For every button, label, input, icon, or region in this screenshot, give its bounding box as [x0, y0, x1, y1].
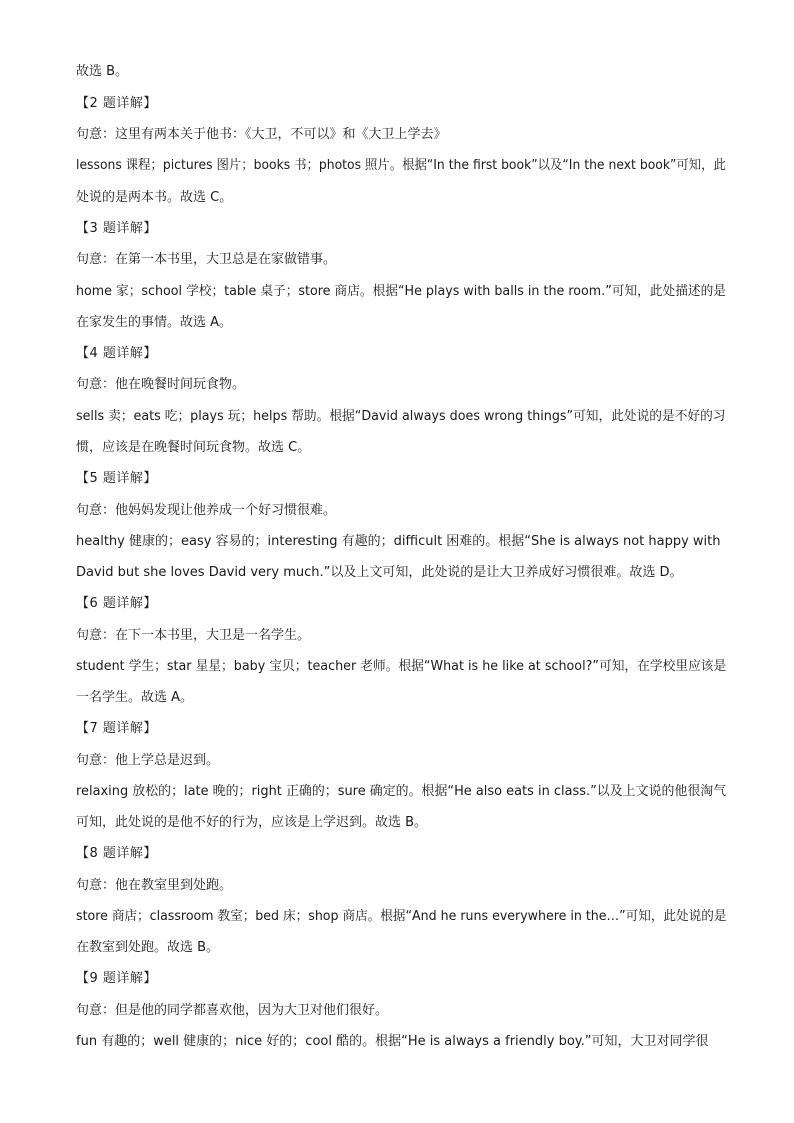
section-heading: 【2 题详解】: [76, 96, 157, 111]
text-line: 句意：他在晚餐时间玩食物。: [76, 377, 246, 392]
text-line: 句意：他妈妈发现让他养成一个好习惯很难。: [76, 503, 337, 518]
text-line: 在家发生的事情。故选 A。: [76, 315, 233, 330]
text-line: 处说的是两本书。故选 C。: [76, 190, 233, 205]
text-line: 惯，应该是在晚餐时间玩食物。故选 C。: [76, 440, 311, 455]
text-line: 句意：但是他的同学都喜欢他，因为大卫对他们很好。: [76, 1003, 389, 1018]
text-line: 故选 B。: [76, 64, 129, 79]
text-line: 句意：他上学总是迟到。: [76, 753, 220, 768]
section-heading: 【8 题详解】: [76, 846, 157, 861]
section-heading: 【6 题详解】: [76, 596, 157, 611]
text-line: 在教室到处跑。故选 B。: [76, 940, 220, 955]
section-heading: 【9 题详解】: [76, 971, 157, 986]
text-line: lessons 课程；pictures 图片；books 书；photos 照片。根据“In the first book”以及“In the next book”可知，此: [76, 158, 726, 173]
text-line: home 家；school 学校；table 桌子；store 商店。根据“He plays with balls in the room.”可知，此处描述的是: [76, 284, 726, 299]
text-line: student 学生；star 星星；baby 宝贝；teacher 老师。根据“What is he like at school?”可知，在学校里应该是: [76, 659, 727, 674]
text-line: 句意：这里有两本关于他书：《大卫，不可以》和《大卫上学去》: [76, 127, 447, 142]
section-heading: 【5 题详解】: [76, 471, 157, 486]
section-heading: 【4 题详解】: [76, 346, 157, 361]
section-heading: 【3 题详解】: [76, 221, 157, 236]
text-line: healthy 健康的；easy 容易的；interesting 有趣的；difficult 困难的。根据“She is always not happy with: [76, 534, 721, 549]
section-heading: 【7 题详解】: [76, 721, 157, 736]
text-line: 句意：在下一本书里，大卫是一名学生。: [76, 628, 311, 643]
text-line: relaxing 放松的；late 晚的；right 正确的；sure 确定的。根据“He also eats in class.”以及上文说的他很淘气: [76, 784, 727, 799]
text-line: 句意：在第一本书里，大卫总是在家做错事。: [76, 252, 337, 267]
text-line: 句意：他在教室里到处跑。: [76, 878, 233, 893]
text-line: sells 卖；eats 吃；plays 玩；helps 帮助。根据“David always does wrong things”可知，此处说的是不好的习: [76, 409, 726, 424]
text-line: store 商店；classroom 教室；bed 床；shop 商店。根据“And he runs everywhere in the…”可知，此处说的是: [76, 909, 727, 924]
text-line: David but she loves David very much.”以及上文可知，此处说的是让大卫养成好习惯很难。故选 D。: [76, 565, 683, 580]
text-line: fun 有趣的；well 健康的；nice 好的；cool 酷的。根据“He is always a friendly boy.”可知，大卫对同学很: [76, 1034, 709, 1049]
text-line: 可知，此处说的是他不好的行为，应该是上学迟到。故选 B。: [76, 815, 428, 830]
text-line: 一名学生。故选 A。: [76, 690, 194, 705]
